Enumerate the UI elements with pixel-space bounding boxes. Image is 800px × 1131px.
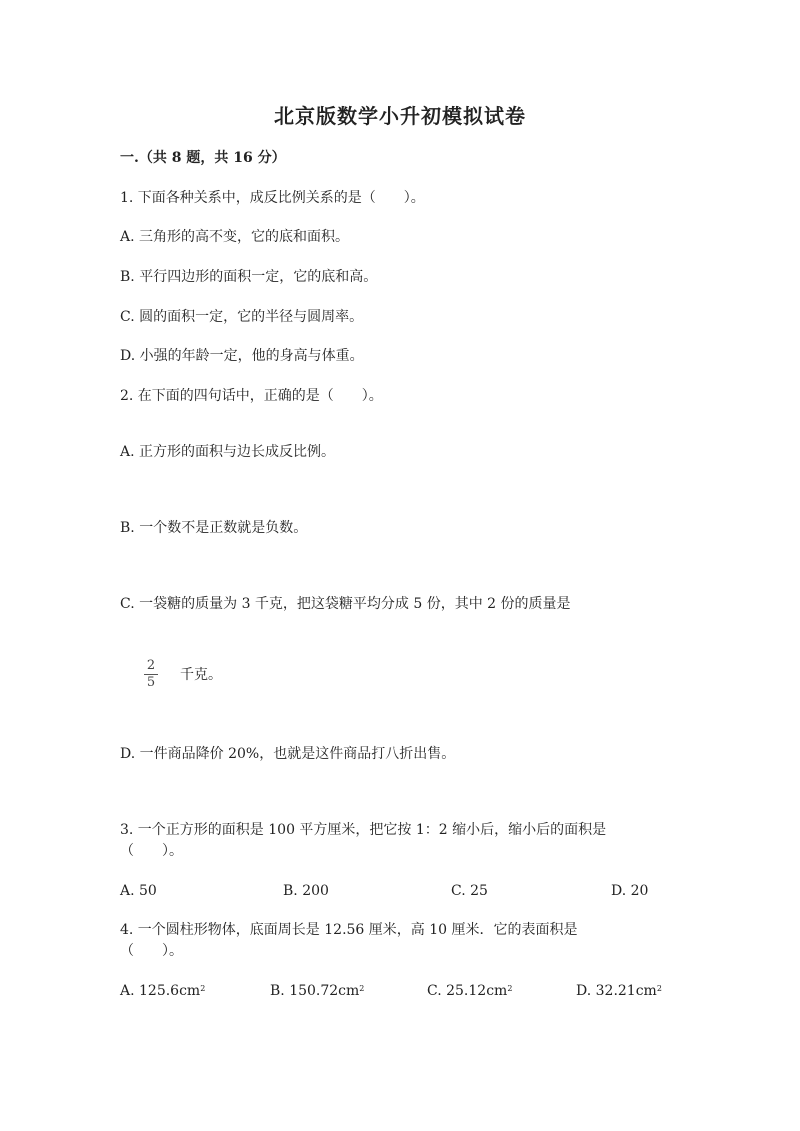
question-2-option-c: C. 一袋糖的质量为 3 千克，把这袋糖平均分成 5 份，其中 2 份的质量是 [120,596,571,612]
question-3-stem: 3. 一个正方形的面积是 100 平方厘米，把它按 1：2 缩小后，缩小后的面积是 [120,822,607,838]
question-2-option-b: B. 一个数不是正数就是负数。 [120,520,308,536]
section-heading: 一.（共 8 题，共 16 分） [120,150,286,166]
fraction-denominator: 5 [146,675,156,690]
question-4-stem-continued: （ ）。 [120,943,183,959]
question-3-option-c: C. 25 [451,883,488,899]
fraction-numerator: 2 [146,658,156,673]
question-3-option-d: D. 20 [611,883,649,899]
question-1-option-d: D. 小强的年龄一定，他的身高与体重。 [120,348,364,364]
question-1-option-a: A. 三角形的高不变，它的底和面积。 [120,229,350,245]
question-3-option-b: B. 200 [283,883,329,899]
question-4-option-d: D. $32.21cm^2$ [576,983,662,999]
question-1-option-b: B. 平行四边形的面积一定，它的底和高。 [120,269,378,285]
question-4-option-c: C. $25.12cm^2$ [427,983,513,999]
question-3-stem-continued: （ ）。 [120,843,183,859]
question-1-option-c: C. 圆的面积一定，它的半径与圆周率。 [120,309,364,325]
question-2-stem: 2. 在下面的四句话中，正确的是（ ）。 [120,388,383,404]
question-4-stem: 4. 一个圆柱形物体，底面周长是 12.56 厘米，高 10 厘米．它的表面积是 [120,922,578,938]
page-title: 北京版数学小升初模拟试卷 [274,104,526,128]
question-4-option-a: A. $125.6cm^2$ [120,983,206,999]
fraction-two-fifths [144,659,158,690]
question-2-option-d: D. 一件商品降价 20%，也就是这件商品打八折出售。 [120,746,456,762]
question-2-option-a: A. 正方形的面积与边长成反比例。 [120,444,336,460]
question-2-option-c-unit: 千克。 [180,667,222,683]
question-4-option-b: B. $150.72cm^2$ [270,983,365,999]
question-1-stem: 1. 下面各种关系中，成反比例关系的是（ ）。 [120,190,425,206]
question-3-option-a: A. 50 [120,883,157,899]
